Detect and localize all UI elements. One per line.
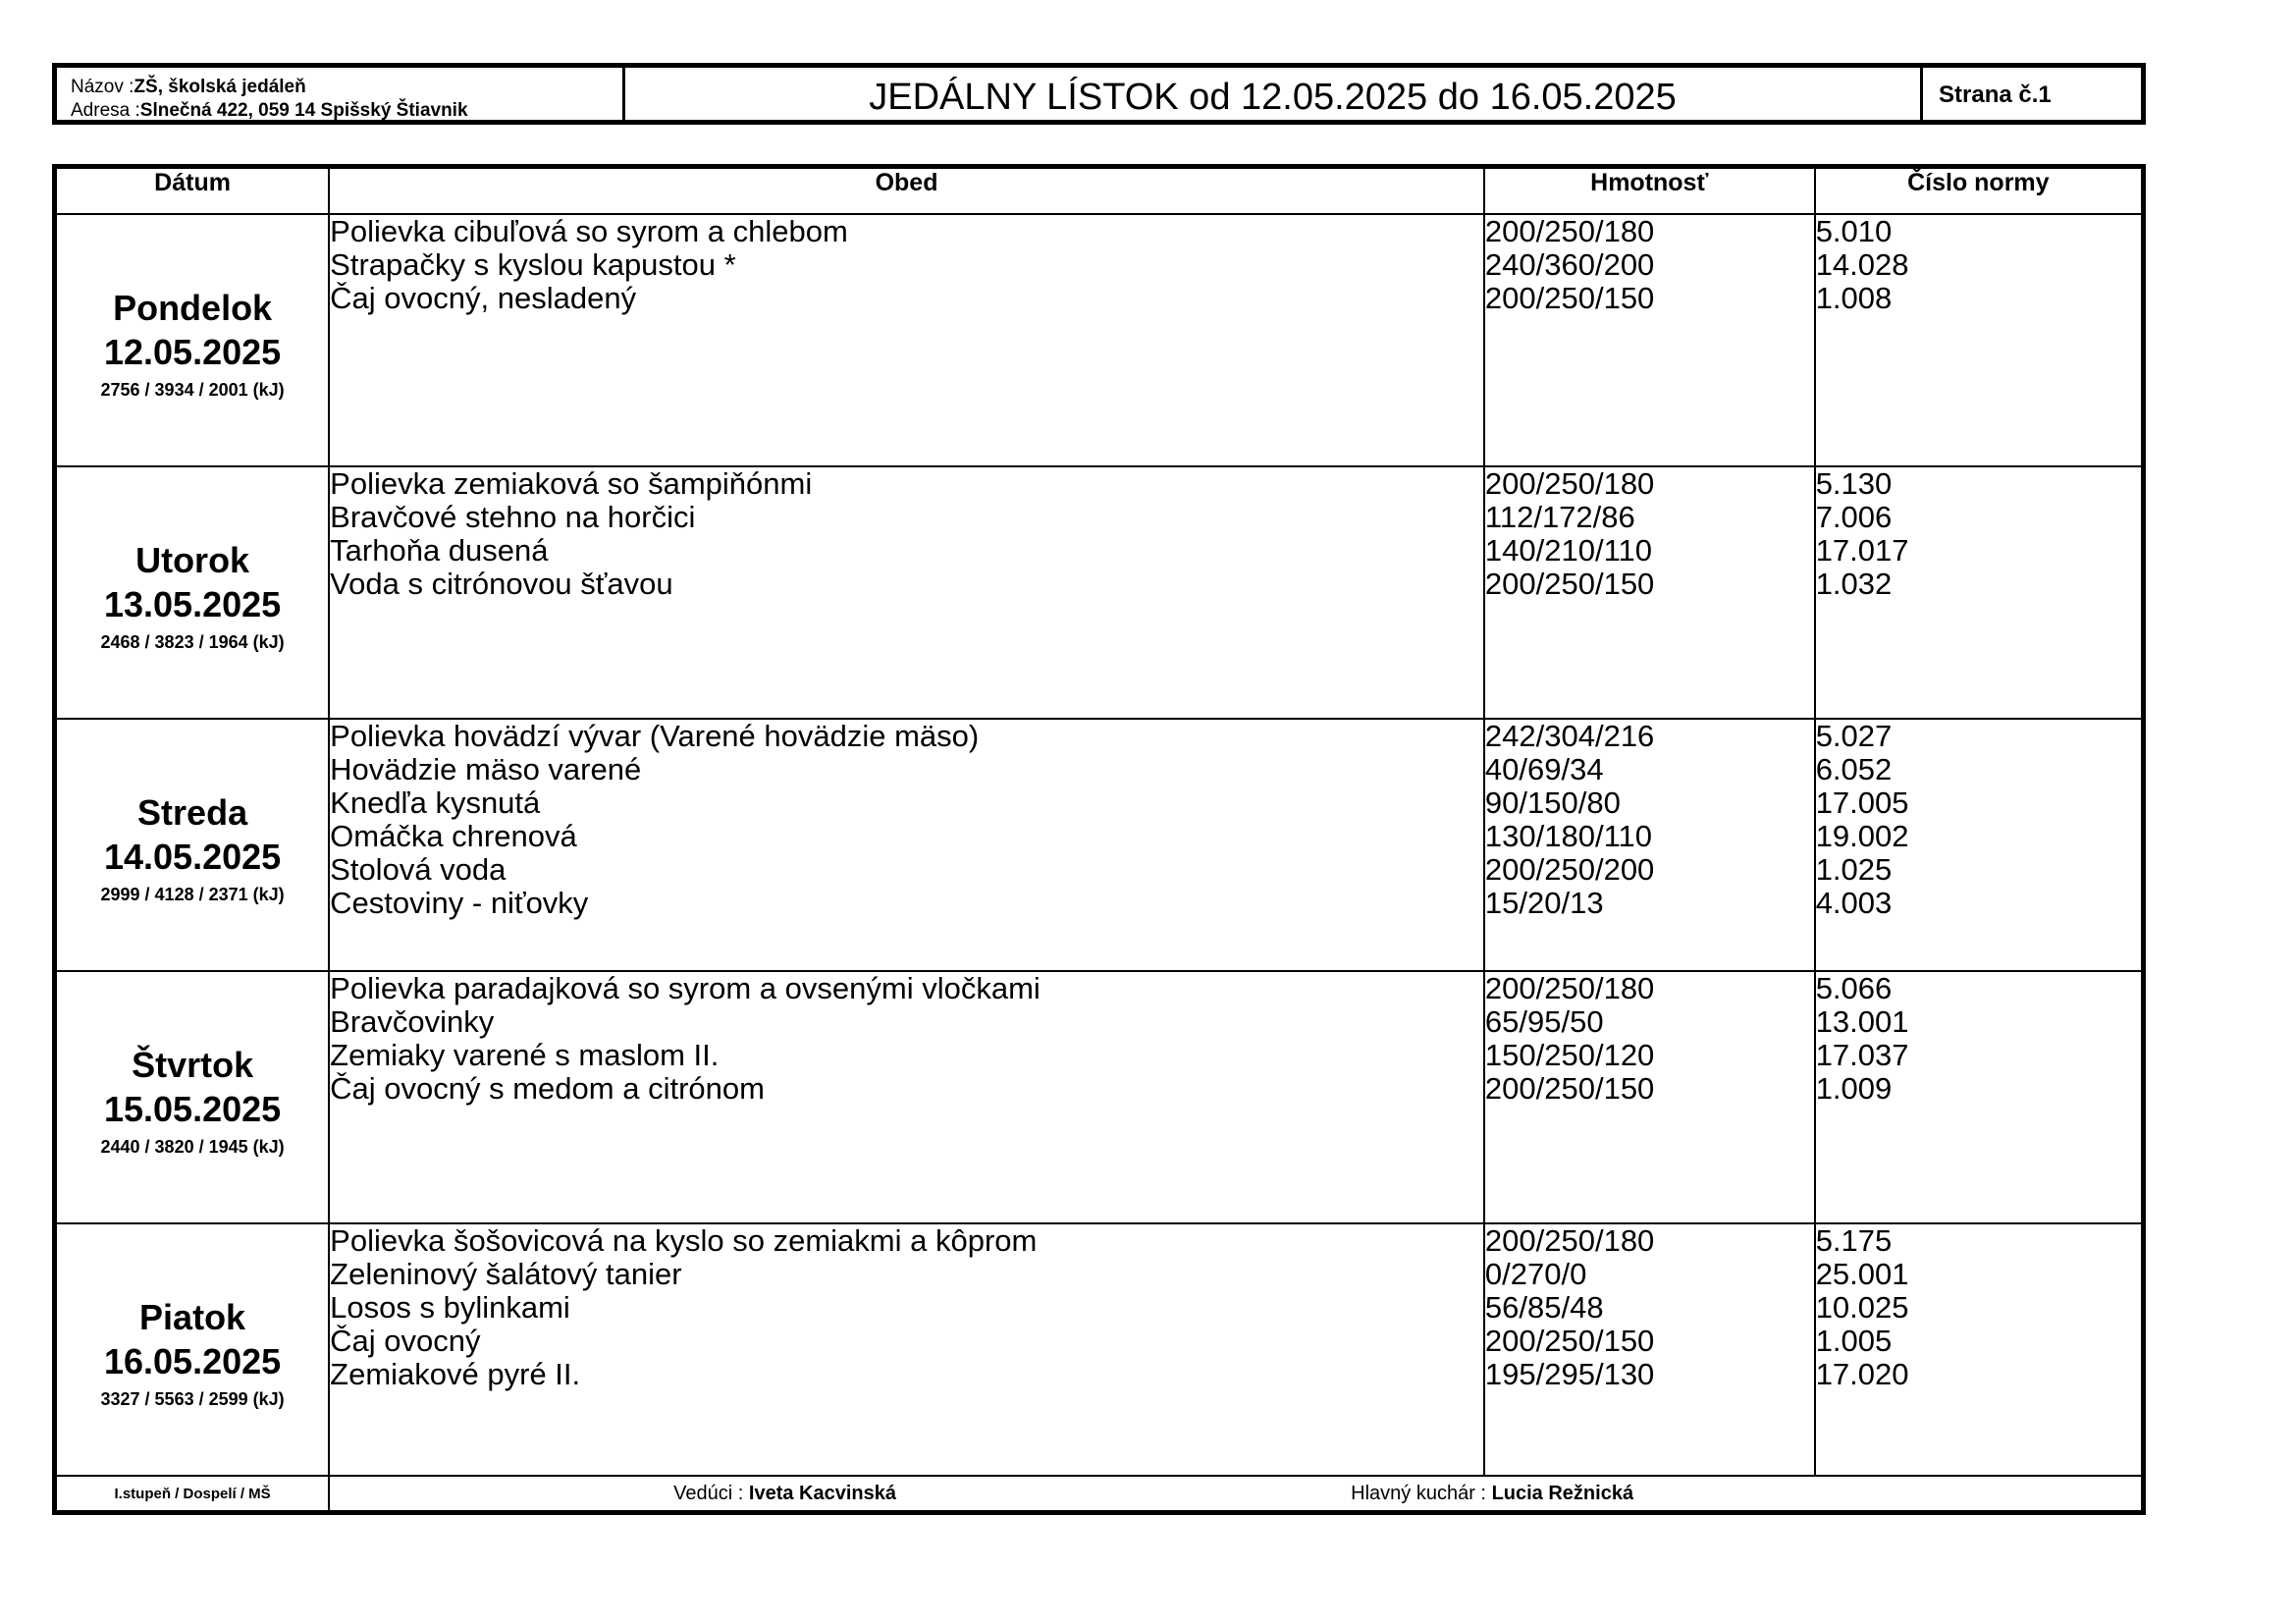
meal-item: Zemiakové pyré II. — [330, 1357, 581, 1391]
weight-value: 130/180/110 — [1484, 819, 1652, 853]
norm-number: 10.025 — [1815, 1290, 1909, 1325]
day-row — [55, 971, 2144, 1223]
day-date-cell — [55, 214, 330, 466]
day-date: 16.05.2025 — [103, 1340, 282, 1381]
meal-item: Omáčka chrenová — [330, 819, 577, 853]
norm-number: 5.130 — [1815, 466, 1893, 501]
day-energy-kj: 2999 / 4128 / 2371 (kJ) — [100, 884, 285, 904]
norm-number: 5.066 — [1815, 971, 1893, 1005]
day-name: Pondelok — [113, 287, 273, 328]
day-name: Piatok — [139, 1296, 246, 1337]
norm-number: 5.175 — [1815, 1223, 1893, 1258]
weight-value: 65/95/50 — [1484, 1004, 1604, 1039]
weight-value: 200/250/150 — [1484, 567, 1655, 601]
diner-groups: I.stupeň / Dospelí / MŠ — [55, 1476, 330, 1513]
weight-value: 112/172/86 — [1484, 500, 1635, 534]
institution-address-row — [71, 99, 622, 123]
norm-cell — [1815, 466, 2144, 719]
day-row — [55, 719, 2144, 971]
meal-cell — [329, 719, 1484, 971]
meal-item: Hovädzie mäso varené — [330, 752, 642, 786]
weight-value: 200/250/180 — [1484, 1223, 1655, 1258]
norm-cell — [1815, 719, 2144, 971]
norm-number: 4.003 — [1815, 886, 1893, 920]
day-row — [55, 1223, 2144, 1476]
weight-value: 90/150/80 — [1484, 785, 1621, 820]
institution-address-label: Adresa : — [71, 100, 140, 121]
weight-value: 200/250/180 — [1484, 214, 1655, 248]
meal-item: Losos s bylinkami — [330, 1290, 570, 1325]
norm-number: 1.009 — [1815, 1071, 1893, 1106]
chef-info — [1351, 1483, 1633, 1505]
day-energy-kj: 3327 / 5563 / 2599 (kJ) — [100, 1388, 285, 1409]
norm-number: 1.032 — [1815, 567, 1893, 601]
column-header-date: Dátum — [55, 167, 330, 215]
column-header-norm: Číslo normy — [1815, 167, 2144, 215]
norm-number: 6.052 — [1815, 752, 1893, 786]
weight-cell — [1484, 466, 1815, 719]
weight-value: 240/360/200 — [1484, 247, 1655, 282]
institution-address: Slnečná 422, 059 14 Spišský Štiavnik — [139, 100, 468, 121]
day-energy-kj: 2468 / 3823 / 1964 (kJ) — [100, 631, 285, 652]
norm-number: 7.006 — [1815, 500, 1893, 534]
meal-cell — [329, 1223, 1484, 1476]
norm-cell — [1815, 971, 2144, 1223]
weight-value: 195/295/130 — [1484, 1357, 1655, 1391]
weight-value: 0/270/0 — [1484, 1257, 1587, 1291]
meal-item: Strapačky s kyslou kapustou * — [330, 247, 736, 282]
meal-item: Polievka paradajková so syrom a ovsenými vločkami — [330, 971, 1041, 1005]
day-energy-kj: 2440 / 3820 / 1945 (kJ) — [100, 1136, 285, 1157]
meal-item: Polievka cibuľová so syrom a chlebom — [330, 214, 848, 248]
day-date: 13.05.2025 — [103, 583, 282, 624]
meal-item: Voda s citrónovou šťavou — [330, 567, 673, 601]
weight-value: 242/304/216 — [1484, 719, 1655, 753]
day-name: Streda — [137, 791, 248, 833]
day-energy-kj: 2756 / 3934 / 2001 (kJ) — [100, 379, 285, 400]
weight-cell — [1484, 1223, 1815, 1476]
day-date: 12.05.2025 — [103, 331, 282, 372]
meal-item: Čaj ovocný, nesladený — [330, 281, 637, 315]
column-header-meal: Obed — [329, 167, 1484, 215]
manager-name: Iveta Kacvinská — [748, 1483, 896, 1504]
weight-value: 200/250/180 — [1484, 466, 1655, 501]
meal-item: Knedľa kysnutá — [330, 785, 541, 820]
chef-label: Hlavný kuchár : — [1351, 1483, 1486, 1504]
norm-number: 19.002 — [1815, 819, 1909, 853]
day-date-cell — [55, 719, 330, 971]
weight-value: 200/250/180 — [1484, 971, 1655, 1005]
norm-number: 13.001 — [1815, 1004, 1909, 1039]
manager-info — [673, 1483, 896, 1505]
norm-number: 1.008 — [1815, 281, 1893, 315]
weight-value: 150/250/120 — [1484, 1038, 1655, 1072]
weight-value: 200/250/150 — [1484, 1324, 1655, 1358]
staff-info — [329, 1476, 2143, 1513]
meal-item: Cestoviny - niťovky — [330, 886, 589, 920]
institution-name: ZŠ, školská jedáleň — [133, 77, 306, 97]
table-footer-row — [55, 1476, 2144, 1513]
day-date-cell — [55, 1223, 330, 1476]
meal-cell — [329, 971, 1484, 1223]
day-date: 14.05.2025 — [103, 836, 282, 877]
norm-number: 14.028 — [1815, 247, 1909, 282]
norm-cell — [1815, 1223, 2144, 1476]
weight-value: 40/69/34 — [1484, 752, 1604, 786]
norm-number: 17.005 — [1815, 785, 1909, 820]
norm-number: 25.001 — [1815, 1257, 1909, 1291]
manager-label: Vedúci : — [673, 1483, 744, 1504]
weight-cell — [1484, 971, 1815, 1223]
weight-value: 56/85/48 — [1484, 1290, 1604, 1325]
column-header-weight: Hmotnosť — [1484, 167, 1815, 215]
meal-item: Tarhoňa dusená — [330, 533, 549, 568]
meal-item: Bravčovinky — [330, 1004, 495, 1039]
norm-number: 17.020 — [1815, 1357, 1909, 1391]
weight-cell — [1484, 214, 1815, 466]
day-name: Utorok — [135, 539, 250, 580]
day-date: 15.05.2025 — [103, 1088, 282, 1129]
institution-info — [57, 68, 625, 120]
weight-value: 200/250/200 — [1484, 852, 1655, 887]
chef-name: Lucia Režnická — [1491, 1483, 1634, 1504]
weight-cell — [1484, 719, 1815, 971]
meal-item: Polievka zemiaková so šampiňónmi — [330, 466, 813, 501]
norm-number: 1.005 — [1815, 1324, 1893, 1358]
menu-header — [52, 63, 2146, 125]
norm-number: 17.037 — [1815, 1038, 1909, 1072]
meal-item: Zemiaky varené s maslom II. — [330, 1038, 720, 1072]
weight-value: 200/250/150 — [1484, 281, 1655, 315]
weight-value: 140/210/110 — [1484, 533, 1652, 568]
meal-cell — [329, 466, 1484, 719]
meal-item: Čaj ovocný s medom a citrónom — [330, 1071, 765, 1106]
day-date-cell — [55, 466, 330, 719]
day-row — [55, 466, 2144, 719]
menu-table — [52, 164, 2146, 1515]
menu-title: JEDÁLNY LÍSTOK od 12.05.2025 do 16.05.2025 — [625, 68, 1923, 120]
meal-item: Zeleninový šalátový tanier — [330, 1257, 682, 1291]
weight-value: 200/250/150 — [1484, 1071, 1655, 1106]
day-row — [55, 214, 2144, 466]
norm-cell — [1815, 214, 2144, 466]
meal-item: Polievka hovädzí vývar (Varené hovädzie mäso) — [330, 719, 980, 753]
day-date-cell — [55, 971, 330, 1223]
weight-value: 15/20/13 — [1484, 886, 1604, 920]
norm-number: 5.010 — [1815, 214, 1893, 248]
meal-cell — [329, 214, 1484, 466]
norm-number: 1.025 — [1815, 852, 1893, 887]
meal-item: Stolová voda — [330, 852, 507, 887]
meal-item: Čaj ovocný — [330, 1324, 481, 1358]
norm-number: 5.027 — [1815, 719, 1893, 753]
meal-item: Bravčové stehno na horčici — [330, 500, 696, 534]
norm-number: 17.017 — [1815, 533, 1909, 568]
page-number: Strana č.1 — [1939, 81, 2052, 108]
day-name: Štvrtok — [132, 1044, 254, 1085]
table-header-row — [55, 167, 2144, 215]
institution-name-row — [71, 76, 622, 99]
institution-name-label: Názov : — [71, 77, 134, 97]
meal-item: Polievka šošovicová na kyslo so zemiakmi a kôprom — [330, 1223, 1038, 1258]
